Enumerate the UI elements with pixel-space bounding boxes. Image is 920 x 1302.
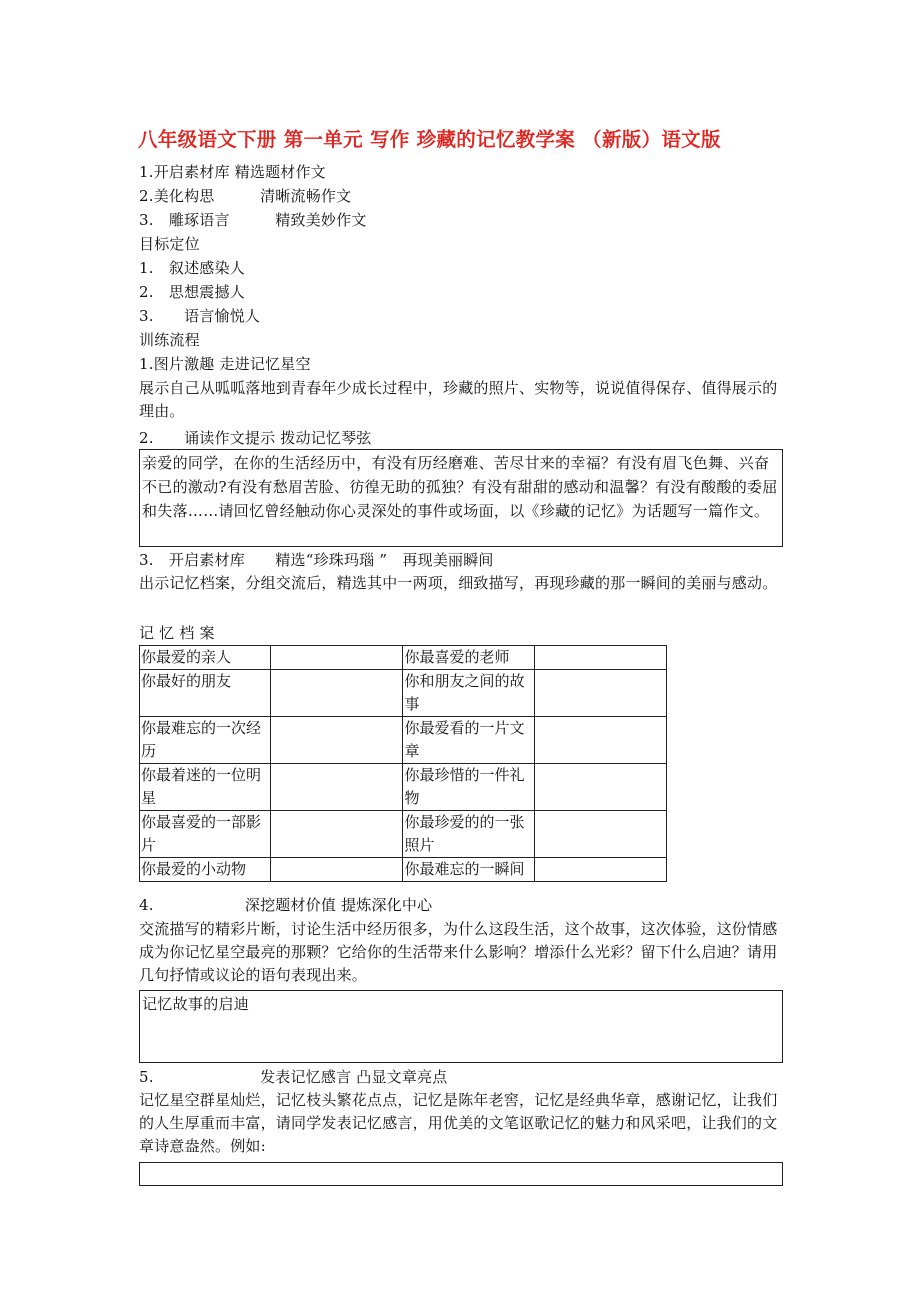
archive-blank-cell [534, 858, 666, 882]
archive-label-right: 你最珍爱的的一张照片 [403, 811, 534, 858]
step1-text: 展示自己从呱呱落地到青春年少成长过程中，珍藏的照片、实物等，说说值得保存、值得展示的理由。 [139, 379, 778, 420]
archive-label-right: 你最珍惜的一件礼物 [403, 764, 534, 811]
archive-blank-cell [271, 670, 403, 717]
memory-archive-table [139, 645, 667, 882]
archive-label-left: 你最好的朋友 [140, 670, 271, 717]
archive-blank-cell [534, 811, 666, 858]
archive-label-right: 你最喜爱的老师 [403, 646, 534, 670]
archive-blank-cell [271, 811, 403, 858]
archive-title: 记 忆 档 案 [139, 624, 215, 642]
goal-3: 3. 语言愉悦人 [139, 307, 261, 325]
archive-blank-cell [534, 717, 666, 764]
step3-text: 出示记忆档案，分组交流后，精选其中一两项，细致描写，再现珍藏的那一瞬间的美丽与感动。 [139, 574, 778, 592]
writing-prompt-text: 亲爱的同学，在你的生活经历中，有没有历经磨难、苦尽甘来的幸福？有没有眉飞色舞、兴奋不已的激动?有没有愁眉苦脸、彷徨无助的孤独？有没有甜甜的感动和温馨？有没有酸酸的委屈和失落……请回忆曾经触动你心灵深处的事件或场面，以《珍藏的记忆》为话题写一篇作文。 [142, 454, 778, 520]
document-title: 八年级语文下册 第一单元 写作 珍藏的记忆教学案 （新版）语文版 [138, 128, 721, 151]
objective-1: 1.开启素材库 精选题材作文 [139, 163, 326, 181]
step4-text: 交流描写的精彩片断，讨论生活中经历很多，为什么这段生活，这个故事，这次体验，这份情感成为你记忆星空最亮的那颗？它给你的生活带来什么影响？增添什么光彩？留下什么启迪？请用几句抒情或议论的语句表现出来。 [139, 920, 778, 984]
inspiration-box [139, 990, 783, 1063]
table-row [140, 670, 667, 717]
table-row [140, 858, 667, 882]
archive-label-right: 你最难忘的一瞬间 [403, 858, 534, 882]
process-heading: 训练流程 [139, 331, 200, 349]
archive-blank-cell [534, 764, 666, 811]
table-row [140, 646, 667, 670]
archive-blank-cell [534, 670, 666, 717]
archive-blank-cell [271, 764, 403, 811]
archive-label-right: 你最爱看的一片文章 [403, 717, 534, 764]
archive-label-left: 你最喜爱的一部影片 [140, 811, 271, 858]
table-row [140, 764, 667, 811]
example-box [139, 1162, 783, 1186]
objective-2: 2.美化构思 清晰流畅作文 [139, 187, 352, 205]
archive-blank-cell [271, 858, 403, 882]
step3-heading: 3. 开启素材库 精选“珍珠玛瑙 ” 再现美丽瞬间 [139, 551, 494, 569]
archive-label-left: 你最爱的亲人 [140, 646, 271, 670]
archive-blank-cell [271, 646, 403, 670]
step5-heading: 5. 发表记忆感言 凸显文章亮点 [139, 1068, 448, 1086]
inspiration-box-label: 记忆故事的启迪 [142, 995, 250, 1013]
writing-prompt-box [139, 449, 783, 547]
archive-blank-cell [534, 646, 666, 670]
step5-text: 记忆星空群星灿烂，记忆枝头繁花点点，记忆是陈年老窖，记忆是经典华章，感谢记忆，让我们的人生厚重而丰富，请同学发表记忆感言，用优美的文笔讴歌记忆的魅力和风采吧，让我们的文章诗意盎然。例如: [139, 1091, 778, 1155]
objective-3: 3. 雕琢语言 精致美妙作文 [139, 211, 367, 229]
step2-heading: 2. 诵读作文提示 拨动记忆琴弦 [139, 429, 372, 447]
archive-label-right: 你和朋友之间的故事 [403, 670, 534, 717]
archive-blank-cell [271, 717, 403, 764]
step4-heading: 4. 深挖题材价值 提炼深化中心 [139, 896, 433, 914]
table-row [140, 717, 667, 764]
archive-label-left: 你最难忘的一次经历 [140, 717, 271, 764]
archive-label-left: 你最爱的小动物 [140, 858, 271, 882]
step1-heading: 1.图片激趣 走进记忆星空 [139, 355, 311, 373]
goal-2: 2. 思想震撼人 [139, 283, 245, 301]
goal-1: 1. 叙述感染人 [139, 259, 245, 277]
archive-label-left: 你最着迷的一位明星 [140, 764, 271, 811]
table-row [140, 811, 667, 858]
goal-heading: 目标定位 [139, 235, 200, 253]
